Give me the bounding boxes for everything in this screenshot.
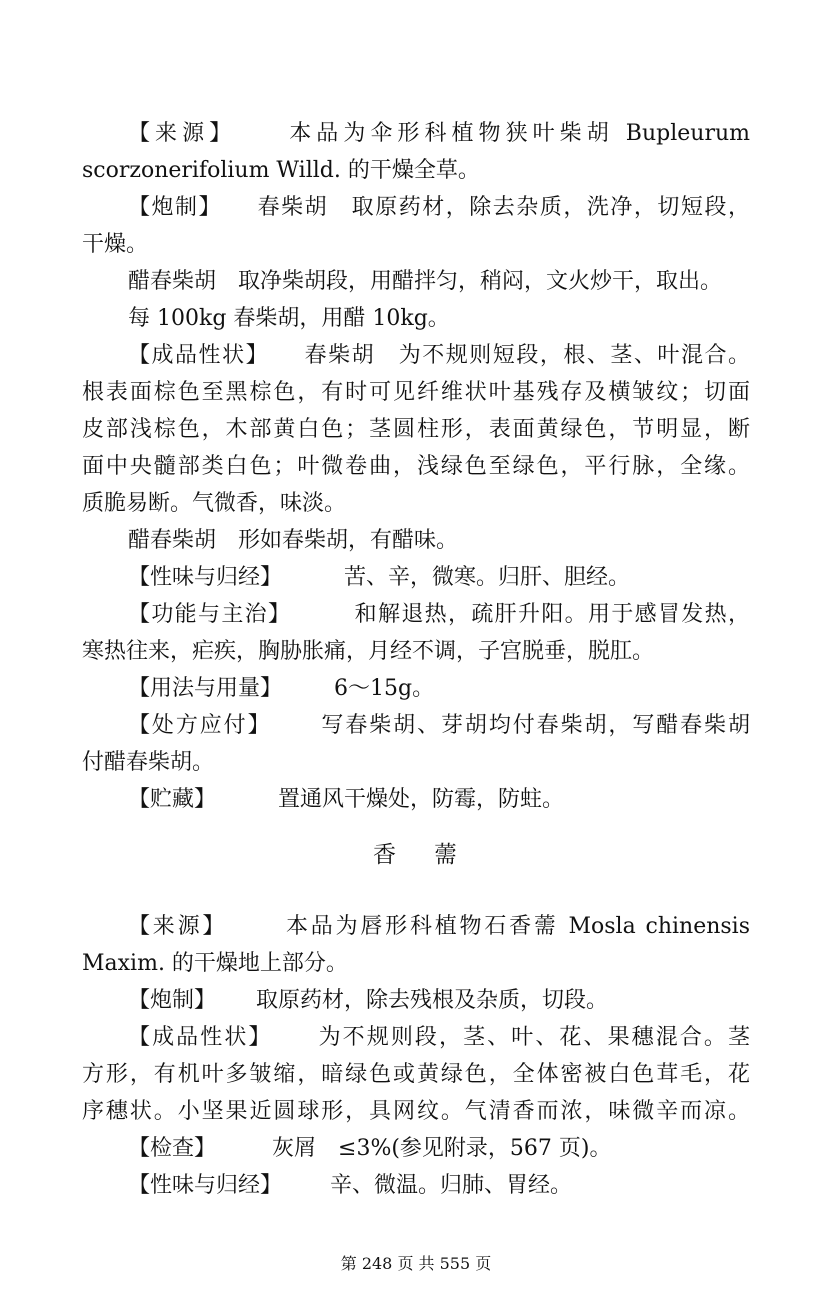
section-tag: 【炮制】 (128, 195, 223, 220)
section-tag: 【成品性状】 (128, 343, 270, 368)
line-text: 苦、辛，微寒。归肝、胆经。 (344, 565, 631, 590)
text-line (128, 302, 750, 336)
line-text: Maxim. 的干燥地上部分。 (82, 951, 348, 976)
text-line (82, 746, 750, 780)
line-text: 序穗状。小坚果近圆球形，具网纹。气清香而浓，味微辛而凉。 (82, 1099, 750, 1124)
line-text: 写春柴胡、芽胡均付春柴胡，写醋春柴胡 (319, 713, 750, 738)
line-text: 醋春柴胡 取净柴胡段，用醋拌匀，稍闷，文火炒干，取出。 (128, 269, 723, 294)
text-line (128, 709, 750, 743)
text-line (128, 265, 750, 299)
line-text: 辛、微温。归肺、胃经。 (330, 1173, 573, 1198)
section-tag: 【炮制】 (128, 988, 217, 1013)
line-text: 6～15g。 (334, 676, 435, 701)
section-tag: 【贮藏】 (128, 787, 217, 812)
section-tag: 【成品性状】 (128, 1025, 273, 1050)
line-text: 春柴胡 为不规则短段，根、茎、叶混合。 (303, 343, 750, 368)
line-text: 为不规则段，茎、叶、花、果穗混合。茎 (316, 1025, 750, 1050)
text-line (82, 228, 750, 262)
line-text: 根表面棕色至黑棕色，有时可见纤维状叶基残存及横皱纹；切面 (82, 380, 750, 405)
section-title (0, 838, 832, 872)
line-text: 本品为伞形科植物狭叶柴胡 Bupleurum (284, 121, 750, 146)
title-char: 香 (373, 842, 398, 868)
line-text: 和解退热，疏肝升阳。用于感冒发热， (353, 602, 750, 627)
text-line (128, 783, 750, 817)
line-text: 本品为唇形科植物石香薷 Mosla chinensis (283, 914, 750, 939)
line-text: 方形，有机叶多皱缩，暗绿色或黄绿色，全体密被白色茸毛，花 (82, 1062, 750, 1087)
line-text: 寒热往来，疟疾，胸胁胀痛，月经不调，子宫脱垂，脱肛。 (82, 639, 655, 664)
text-line (82, 413, 750, 447)
text-line (128, 117, 750, 151)
title-char: 薷 (434, 842, 459, 868)
text-line (128, 561, 750, 595)
section-tag: 【用法与用量】 (128, 676, 283, 701)
text-line (128, 984, 750, 1018)
line-text: 每 100kg 春柴胡，用醋 10kg。 (128, 306, 450, 331)
text-line (82, 1095, 750, 1129)
line-text: scorzonerifolium Willd. 的干燥全草。 (82, 158, 480, 183)
section-tag: 【性味与归经】 (128, 1173, 283, 1198)
line-text: 灰屑 ≤3%(参见附录，567 页)。 (272, 1136, 612, 1161)
section-tag: 【功能与主治】 (128, 602, 292, 627)
text-line (82, 947, 750, 981)
text-line (82, 376, 750, 410)
section-tag: 【来源】 (128, 914, 228, 939)
line-text: 取原药材，除去残根及杂质，切段。 (256, 988, 609, 1013)
text-line (128, 910, 750, 944)
section-tag: 【性味与归经】 (128, 565, 283, 590)
text-line (82, 487, 750, 521)
line-text: 面中央髓部类白色；叶微卷曲，浅绿色至绿色，平行脉，全缘。 (82, 454, 750, 479)
section-tag: 【来源】 (128, 121, 237, 146)
text-line (82, 1058, 750, 1092)
text-line (128, 1021, 750, 1055)
page-number-footer: 第 248 页 共 555 页 (340, 1254, 492, 1273)
text-line (128, 1132, 750, 1166)
line-text: 付醋春柴胡。 (82, 750, 215, 775)
line-text: 置通风干燥处，防霉，防蛀。 (278, 787, 565, 812)
text-line (128, 191, 750, 225)
text-line (82, 450, 750, 484)
text-line (82, 635, 750, 669)
line-text: 质脆易断。气微香，味淡。 (82, 491, 347, 516)
line-text: 春柴胡 取原药材，除去杂质，洗净，切短段， (256, 195, 750, 220)
text-line (128, 672, 750, 706)
line-text: 干燥。 (82, 232, 149, 257)
text-line (128, 1169, 750, 1203)
text-line (128, 598, 750, 632)
line-text: 皮部浅棕色，木部黄白色；茎圆柱形，表面黄绿色，节明显，断 (82, 417, 750, 442)
line-text: 醋春柴胡 形如春柴胡，有醋味。 (128, 528, 459, 553)
section-tag: 【检查】 (128, 1136, 217, 1161)
section-tag: 【处方应付】 (128, 713, 272, 738)
text-line (128, 339, 750, 373)
text-line (128, 524, 750, 558)
text-line (82, 154, 750, 188)
